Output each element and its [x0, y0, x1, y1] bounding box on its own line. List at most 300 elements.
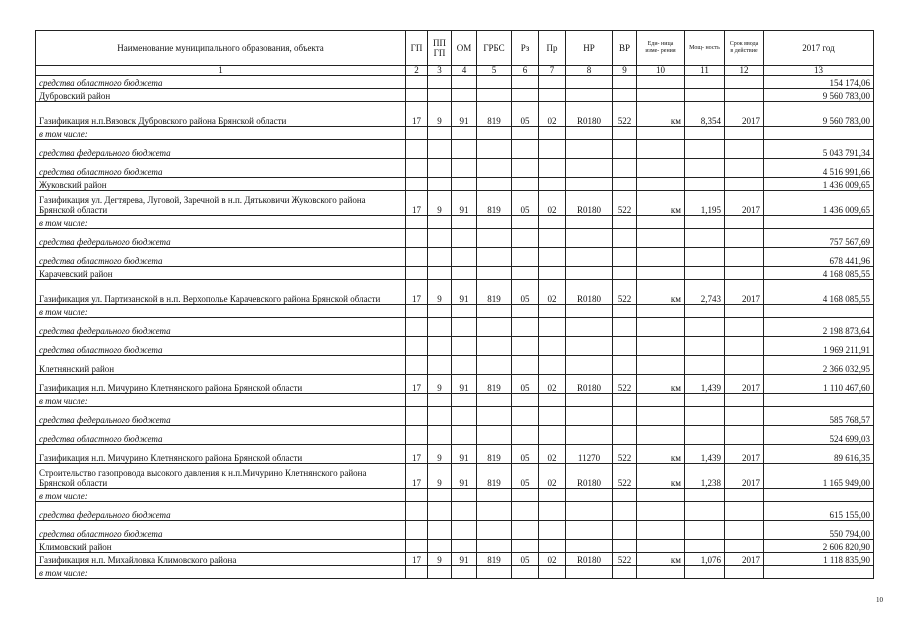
cell-gp	[406, 89, 428, 102]
cell-pr: 02	[539, 464, 566, 489]
cell-ppgp	[428, 426, 452, 445]
cell-om: 91	[452, 445, 477, 464]
funding-row	[36, 305, 874, 318]
funding-row	[36, 159, 874, 178]
cell-name: средства областного бюджета	[36, 426, 406, 445]
cell-gp	[406, 248, 428, 267]
cell-term	[725, 127, 764, 140]
cell-name: в том числе:	[36, 305, 406, 318]
cell-vr	[613, 502, 637, 521]
cell-np	[566, 540, 613, 553]
cell-rz	[512, 521, 539, 540]
cell-grbs	[477, 540, 512, 553]
cell-term	[725, 267, 764, 280]
cell-term: 2017	[725, 464, 764, 489]
cell-name: средства федерального бюджета	[36, 140, 406, 159]
cell-ppgp	[428, 521, 452, 540]
cell-gp	[406, 540, 428, 553]
cell-unit	[637, 489, 685, 502]
cell-power	[685, 426, 725, 445]
cell-pr	[539, 566, 566, 579]
cell-name: Газификация н.п. Мичурино Клетнянского района Брянской области	[36, 375, 406, 394]
cell-om	[452, 566, 477, 579]
cell-term	[725, 356, 764, 375]
cell-vr	[613, 566, 637, 579]
cell-pr	[539, 76, 566, 89]
district-row	[36, 267, 874, 280]
funding-row	[36, 216, 874, 229]
cell-vr: 522	[613, 375, 637, 394]
cell-om	[452, 305, 477, 318]
cell-term	[725, 216, 764, 229]
district-row	[36, 540, 874, 553]
cell-ppgp: 9	[428, 375, 452, 394]
cell-amount: 5 043 791,34	[764, 140, 874, 159]
cell-amount	[764, 305, 874, 318]
cell-amount	[764, 216, 874, 229]
header-gp: ГП	[406, 31, 428, 66]
col-number: 4	[452, 66, 477, 76]
cell-amount: 9 560 783,00	[764, 102, 874, 127]
funding-row	[36, 229, 874, 248]
cell-grbs	[477, 267, 512, 280]
cell-vr	[613, 178, 637, 191]
cell-om	[452, 407, 477, 426]
cell-gp	[406, 489, 428, 502]
cell-unit	[637, 502, 685, 521]
cell-pr: 02	[539, 375, 566, 394]
cell-gp: 17	[406, 375, 428, 394]
col-number: 8	[566, 66, 613, 76]
table-header-row	[36, 31, 874, 66]
cell-pr	[539, 540, 566, 553]
cell-rz	[512, 566, 539, 579]
page-number: 10	[876, 596, 883, 604]
funding-row	[36, 140, 874, 159]
funding-row	[36, 489, 874, 502]
cell-amount	[764, 127, 874, 140]
cell-ppgp: 9	[428, 553, 452, 566]
cell-unit: км	[637, 375, 685, 394]
cell-power	[685, 337, 725, 356]
cell-amount: 1 436 009,65	[764, 178, 874, 191]
cell-vr	[613, 159, 637, 178]
cell-amount: 2 606 820,90	[764, 540, 874, 553]
cell-name: средства федерального бюджета	[36, 229, 406, 248]
cell-om	[452, 216, 477, 229]
cell-term	[725, 229, 764, 248]
cell-grbs	[477, 89, 512, 102]
funding-row	[36, 521, 874, 540]
cell-pr: 02	[539, 553, 566, 566]
cell-gp	[406, 566, 428, 579]
cell-power	[685, 267, 725, 280]
cell-amount	[764, 566, 874, 579]
cell-unit	[637, 248, 685, 267]
cell-gp	[406, 159, 428, 178]
cell-term	[725, 318, 764, 337]
cell-unit: км	[637, 102, 685, 127]
cell-vr	[613, 76, 637, 89]
cell-power	[685, 521, 725, 540]
cell-gp: 17	[406, 191, 428, 216]
cell-amount	[764, 489, 874, 502]
cell-ppgp	[428, 216, 452, 229]
cell-power: 1,076	[685, 553, 725, 566]
cell-unit: км	[637, 445, 685, 464]
cell-grbs	[477, 178, 512, 191]
cell-ppgp	[428, 178, 452, 191]
cell-ppgp	[428, 248, 452, 267]
cell-name: в том числе:	[36, 566, 406, 579]
cell-vr: 522	[613, 191, 637, 216]
cell-np	[566, 248, 613, 267]
cell-ppgp	[428, 89, 452, 102]
cell-name: средства федерального бюджета	[36, 318, 406, 337]
cell-pr	[539, 394, 566, 407]
cell-om	[452, 140, 477, 159]
cell-np: R0180	[566, 464, 613, 489]
cell-name: средства федерального бюджета	[36, 502, 406, 521]
cell-name: средства федерального бюджета	[36, 407, 406, 426]
cell-np	[566, 216, 613, 229]
cell-ppgp: 9	[428, 445, 452, 464]
cell-pr	[539, 127, 566, 140]
cell-ppgp: 9	[428, 280, 452, 305]
cell-vr	[613, 356, 637, 375]
cell-unit	[637, 540, 685, 553]
cell-rz	[512, 305, 539, 318]
cell-om	[452, 540, 477, 553]
cell-unit	[637, 305, 685, 318]
header-ppgp: ППГП	[428, 31, 452, 66]
cell-gp: 17	[406, 445, 428, 464]
cell-grbs	[477, 140, 512, 159]
cell-gp	[406, 521, 428, 540]
col-number: 3	[428, 66, 452, 76]
cell-grbs	[477, 229, 512, 248]
cell-power	[685, 394, 725, 407]
cell-np	[566, 394, 613, 407]
col-number: 10	[637, 66, 685, 76]
cell-amount: 757 567,69	[764, 229, 874, 248]
cell-grbs	[477, 489, 512, 502]
cell-rz	[512, 394, 539, 407]
object-row	[36, 553, 874, 566]
cell-grbs	[477, 566, 512, 579]
cell-unit	[637, 127, 685, 140]
cell-vr	[613, 540, 637, 553]
cell-gp	[406, 318, 428, 337]
cell-unit	[637, 394, 685, 407]
col-number: 9	[613, 66, 637, 76]
cell-pr	[539, 267, 566, 280]
cell-unit	[637, 89, 685, 102]
cell-om	[452, 394, 477, 407]
cell-amount: 1 118 835,90	[764, 553, 874, 566]
cell-amount: 550 794,00	[764, 521, 874, 540]
cell-unit	[637, 159, 685, 178]
col-number: 13	[764, 66, 874, 76]
cell-power	[685, 127, 725, 140]
cell-power	[685, 140, 725, 159]
cell-amount: 1 436 009,65	[764, 191, 874, 216]
object-row	[36, 445, 874, 464]
cell-rz	[512, 76, 539, 89]
cell-om	[452, 337, 477, 356]
cell-term	[725, 426, 764, 445]
header-grbs: ГРБС	[477, 31, 512, 66]
funding-row	[36, 407, 874, 426]
cell-ppgp	[428, 76, 452, 89]
cell-grbs	[477, 426, 512, 445]
cell-gp	[406, 502, 428, 521]
cell-np	[566, 356, 613, 375]
cell-vr	[613, 248, 637, 267]
cell-term	[725, 394, 764, 407]
cell-power	[685, 407, 725, 426]
cell-pr	[539, 305, 566, 318]
cell-ppgp	[428, 140, 452, 159]
cell-np: R0180	[566, 102, 613, 127]
cell-amount: 2 198 873,64	[764, 318, 874, 337]
cell-om	[452, 76, 477, 89]
cell-term	[725, 566, 764, 579]
cell-np	[566, 566, 613, 579]
cell-gp	[406, 127, 428, 140]
cell-rz	[512, 356, 539, 375]
cell-om	[452, 502, 477, 521]
cell-gp	[406, 394, 428, 407]
cell-om	[452, 426, 477, 445]
cell-grbs	[477, 127, 512, 140]
cell-name: в том числе:	[36, 394, 406, 407]
cell-grbs	[477, 248, 512, 267]
cell-gp: 17	[406, 102, 428, 127]
object-row	[36, 191, 874, 216]
cell-vr: 522	[613, 102, 637, 127]
cell-pr	[539, 248, 566, 267]
cell-rz	[512, 159, 539, 178]
cell-om: 91	[452, 102, 477, 127]
cell-grbs	[477, 76, 512, 89]
cell-om	[452, 489, 477, 502]
cell-np: R0180	[566, 375, 613, 394]
header-om: ОМ	[452, 31, 477, 66]
cell-grbs	[477, 159, 512, 178]
cell-power	[685, 502, 725, 521]
district-row	[36, 178, 874, 191]
cell-vr	[613, 267, 637, 280]
cell-rz: 05	[512, 102, 539, 127]
cell-np: 11270	[566, 445, 613, 464]
cell-name: Газификация н.п. Мичурино Клетнянского района Брянской области	[36, 445, 406, 464]
table-body	[36, 76, 874, 579]
cell-rz: 05	[512, 445, 539, 464]
cell-grbs	[477, 305, 512, 318]
cell-term	[725, 159, 764, 178]
cell-power	[685, 540, 725, 553]
cell-term	[725, 248, 764, 267]
cell-name: средства областного бюджета	[36, 521, 406, 540]
cell-rz: 05	[512, 191, 539, 216]
header-unit: Еди- ница изме- рения	[637, 31, 685, 66]
cell-unit: км	[637, 464, 685, 489]
cell-rz	[512, 267, 539, 280]
cell-grbs	[477, 318, 512, 337]
cell-om	[452, 178, 477, 191]
cell-np	[566, 127, 613, 140]
cell-unit	[637, 216, 685, 229]
cell-ppgp	[428, 229, 452, 248]
cell-gp	[406, 337, 428, 356]
cell-om: 91	[452, 464, 477, 489]
col-number: 5	[477, 66, 512, 76]
cell-unit: км	[637, 191, 685, 216]
cell-ppgp	[428, 267, 452, 280]
cell-grbs: 819	[477, 375, 512, 394]
cell-pr: 02	[539, 191, 566, 216]
cell-unit: км	[637, 553, 685, 566]
cell-ppgp	[428, 502, 452, 521]
cell-np	[566, 159, 613, 178]
cell-np	[566, 140, 613, 159]
cell-unit	[637, 318, 685, 337]
cell-amount: 585 768,57	[764, 407, 874, 426]
cell-np	[566, 267, 613, 280]
object-row	[36, 464, 874, 489]
cell-om	[452, 521, 477, 540]
cell-term: 2017	[725, 280, 764, 305]
cell-np	[566, 229, 613, 248]
col-number: 12	[725, 66, 764, 76]
cell-amount: 9 560 783,00	[764, 89, 874, 102]
cell-vr: 522	[613, 464, 637, 489]
cell-amount: 4 168 085,55	[764, 280, 874, 305]
header-term: Срок ввода в действие	[725, 31, 764, 66]
cell-om: 91	[452, 553, 477, 566]
cell-vr	[613, 305, 637, 318]
header-year: 2017 год	[764, 31, 874, 66]
cell-unit	[637, 178, 685, 191]
cell-amount: 4 168 085,55	[764, 267, 874, 280]
cell-pr: 02	[539, 280, 566, 305]
cell-grbs: 819	[477, 191, 512, 216]
cell-name: Газификация н.п. Михайловка Климовского района	[36, 553, 406, 566]
cell-grbs	[477, 394, 512, 407]
cell-term	[725, 140, 764, 159]
cell-om	[452, 127, 477, 140]
cell-amount: 154 174,06	[764, 76, 874, 89]
cell-rz	[512, 178, 539, 191]
cell-vr: 522	[613, 445, 637, 464]
header-pr: Пр	[539, 31, 566, 66]
cell-pr: 02	[539, 102, 566, 127]
cell-amount: 1 110 467,60	[764, 375, 874, 394]
cell-om	[452, 89, 477, 102]
cell-term	[725, 407, 764, 426]
cell-gp	[406, 426, 428, 445]
cell-unit	[637, 76, 685, 89]
cell-power: 2,743	[685, 280, 725, 305]
cell-om	[452, 356, 477, 375]
cell-vr	[613, 318, 637, 337]
cell-pr	[539, 521, 566, 540]
cell-rz: 05	[512, 280, 539, 305]
cell-np: R0180	[566, 280, 613, 305]
funding-row	[36, 566, 874, 579]
cell-power	[685, 229, 725, 248]
cell-np	[566, 407, 613, 426]
cell-ppgp	[428, 318, 452, 337]
cell-unit	[637, 566, 685, 579]
cell-unit	[637, 267, 685, 280]
cell-name: Газификация ул. Дегтярева, Луговой, Заречной в н.п. Дятьковичи Жуковского района Брянской области	[36, 191, 406, 216]
cell-grbs: 819	[477, 280, 512, 305]
cell-ppgp	[428, 127, 452, 140]
cell-name: Клетнянский район	[36, 356, 406, 375]
cell-np	[566, 89, 613, 102]
cell-vr	[613, 407, 637, 426]
cell-rz	[512, 248, 539, 267]
cell-amount: 4 516 991,66	[764, 159, 874, 178]
col-number: 11	[685, 66, 725, 76]
cell-power	[685, 566, 725, 579]
cell-om	[452, 229, 477, 248]
cell-gp	[406, 267, 428, 280]
cell-pr	[539, 407, 566, 426]
cell-ppgp: 9	[428, 191, 452, 216]
cell-rz	[512, 489, 539, 502]
cell-amount: 1 165 949,00	[764, 464, 874, 489]
cell-pr	[539, 426, 566, 445]
cell-grbs	[477, 521, 512, 540]
cell-gp	[406, 356, 428, 375]
cell-rz	[512, 318, 539, 337]
cell-vr	[613, 216, 637, 229]
cell-power: 1,195	[685, 191, 725, 216]
cell-ppgp	[428, 159, 452, 178]
cell-power	[685, 76, 725, 89]
cell-vr	[613, 337, 637, 356]
cell-gp	[406, 407, 428, 426]
cell-name: средства областного бюджета	[36, 159, 406, 178]
header-np: НР	[566, 31, 613, 66]
cell-rz: 05	[512, 375, 539, 394]
cell-name: Газификация н.п.Вязовск Дубровского района Брянской области	[36, 102, 406, 127]
cell-vr	[613, 426, 637, 445]
cell-om	[452, 318, 477, 337]
col-number: 7	[539, 66, 566, 76]
district-row	[36, 89, 874, 102]
budget-table	[35, 30, 874, 579]
cell-np	[566, 76, 613, 89]
cell-np	[566, 337, 613, 356]
cell-np	[566, 178, 613, 191]
cell-power: 1,439	[685, 375, 725, 394]
cell-name: средства областного бюджета	[36, 76, 406, 89]
cell-gp: 17	[406, 280, 428, 305]
cell-ppgp	[428, 407, 452, 426]
funding-row	[36, 76, 874, 89]
cell-gp: 17	[406, 464, 428, 489]
funding-row	[36, 502, 874, 521]
cell-vr	[613, 489, 637, 502]
cell-ppgp	[428, 356, 452, 375]
cell-rz: 05	[512, 553, 539, 566]
cell-power: 1,439	[685, 445, 725, 464]
funding-row	[36, 426, 874, 445]
